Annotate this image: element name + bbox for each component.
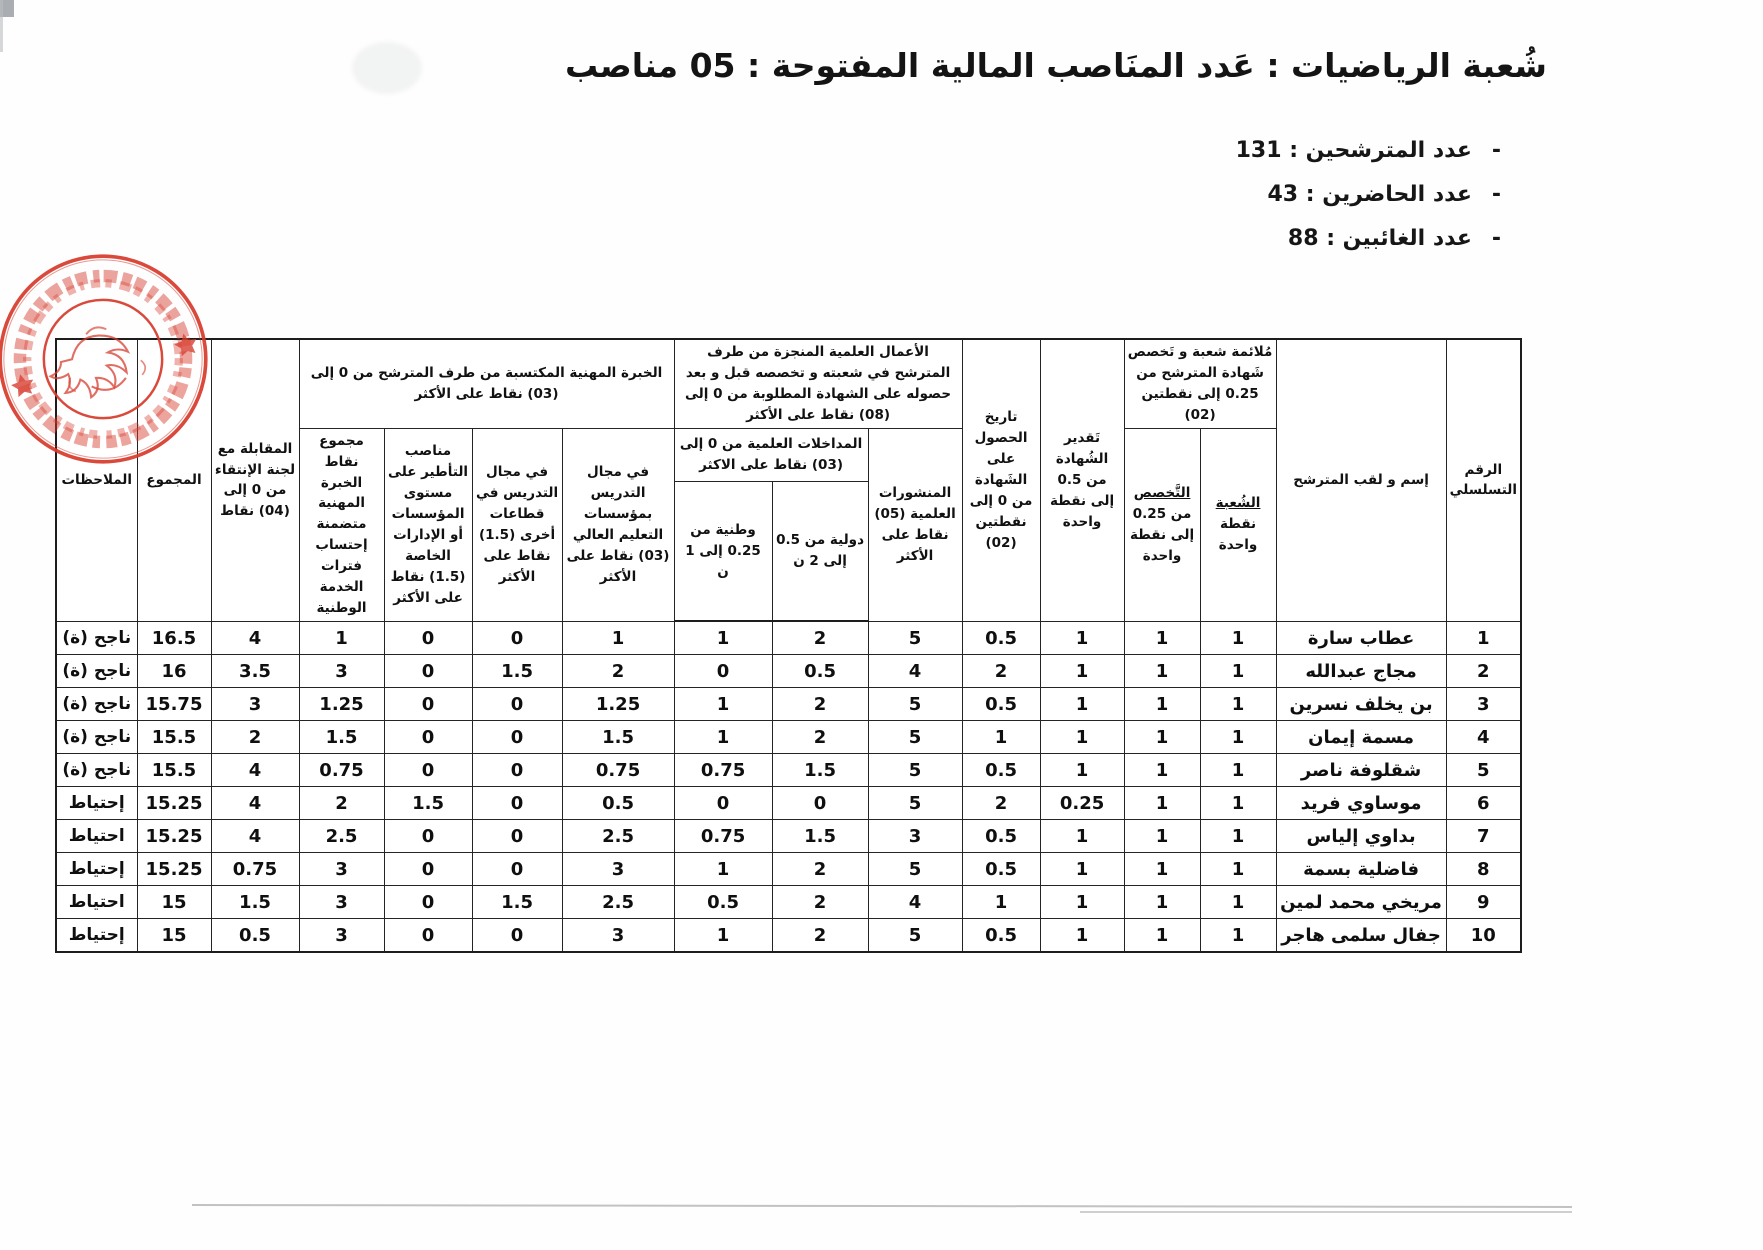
cell-international: 2 xyxy=(772,853,868,886)
cell-remarks: ناجح (ة) xyxy=(56,655,137,688)
cell-total: 15.75 xyxy=(137,688,211,721)
scan-bottom-line-2 xyxy=(1080,1211,1572,1213)
official-red-stamp xyxy=(0,250,212,468)
cell-branch: 1 xyxy=(1200,820,1276,853)
header-appraisal: تَقدير الشُهادة من 0.5 إلى نقطة واحدة xyxy=(1040,339,1124,621)
table-row xyxy=(56,787,1521,820)
cell-date: 0.5 xyxy=(962,754,1040,787)
cell-interview: 3 xyxy=(211,688,299,721)
table-row xyxy=(56,721,1521,754)
header-international: دولية من 0.5 إلى 2 ن xyxy=(772,481,868,621)
header-group-interventions: المداخلات العلمية من 0 إلى (03) نقاط على الاكثر xyxy=(674,428,868,481)
cell-serial: 3 xyxy=(1446,688,1521,721)
cell-publications: 4 xyxy=(868,886,962,919)
cell-appraisal: 1 xyxy=(1040,688,1124,721)
cell-total: 15.25 xyxy=(137,853,211,886)
header-specialty-sub: من 0.25 إلى نقطة واحدة xyxy=(1129,505,1195,564)
table-row xyxy=(56,621,1521,655)
cell-teaching_other: 0 xyxy=(472,754,562,787)
cell-branch: 1 xyxy=(1200,721,1276,754)
cell-interview: 0.75 xyxy=(211,853,299,886)
cell-appraisal: 1 xyxy=(1040,721,1124,754)
header-teaching-higher: في مجال التدريس بمؤسسات التعليم العالي (03) نقاط على الأكثر xyxy=(562,428,674,621)
cell-experience_total: 3 xyxy=(299,853,384,886)
cell-experience_total: 3 xyxy=(299,655,384,688)
cell-teaching_other: 0 xyxy=(472,721,562,754)
header-serial: الرقم التسلسلي xyxy=(1446,339,1521,621)
cell-supervision: 0 xyxy=(384,721,472,754)
cell-international: 0.5 xyxy=(772,655,868,688)
cell-international: 2 xyxy=(772,886,868,919)
cell-teaching_other: 1.5 xyxy=(472,655,562,688)
cell-teaching_other: 1.5 xyxy=(472,886,562,919)
cell-branch: 1 xyxy=(1200,754,1276,787)
cell-teaching_higher: 3 xyxy=(562,853,674,886)
header-publications: المنشورات العلمية (05) نقاط على الأكثر xyxy=(868,428,962,621)
cell-publications: 5 xyxy=(868,621,962,655)
cell-spec: 1 xyxy=(1124,886,1200,919)
cell-remarks: ناجح (ة) xyxy=(56,621,137,655)
header-group-experience: الخبرة المهنية المكتسبة من طرف المترشح من 0 إلى (03) نقاط على الأكثر xyxy=(299,339,674,428)
cell-remarks: إحتياط xyxy=(56,787,137,820)
cell-branch: 1 xyxy=(1200,919,1276,953)
cell-date: 0.5 xyxy=(962,853,1040,886)
cell-name: مسمة إيمان xyxy=(1276,721,1446,754)
cell-teaching_other: 0 xyxy=(472,621,562,655)
cell-national: 0.75 xyxy=(674,820,772,853)
cell-remarks: ناجح (ة) xyxy=(56,688,137,721)
cell-teaching_higher: 0.5 xyxy=(562,787,674,820)
header-national: وطنية من 0.25 إلى 1 ن xyxy=(674,481,772,621)
cell-interview: 3.5 xyxy=(211,655,299,688)
cell-publications: 5 xyxy=(868,787,962,820)
cell-branch: 1 xyxy=(1200,886,1276,919)
cell-national: 1 xyxy=(674,853,772,886)
cell-interview: 4 xyxy=(211,820,299,853)
cell-national: 1 xyxy=(674,688,772,721)
cell-experience_total: 3 xyxy=(299,919,384,953)
cell-national: 0.5 xyxy=(674,886,772,919)
cell-publications: 5 xyxy=(868,754,962,787)
header-date: تاريخ الحصول على الشَهادة من 0 إلى نقطتين (02) xyxy=(962,339,1040,621)
results-table-header xyxy=(56,339,1521,621)
table-row xyxy=(56,853,1521,886)
cell-supervision: 1.5 xyxy=(384,787,472,820)
cell-name: بن يخلف نسرين xyxy=(1276,688,1446,721)
cell-date: 2 xyxy=(962,787,1040,820)
cell-serial: 7 xyxy=(1446,820,1521,853)
cell-publications: 5 xyxy=(868,853,962,886)
cell-supervision: 0 xyxy=(384,853,472,886)
cell-total: 15 xyxy=(137,886,211,919)
cell-appraisal: 1 xyxy=(1040,886,1124,919)
cell-name: شقلوفة ناصر xyxy=(1276,754,1446,787)
cell-branch: 1 xyxy=(1200,688,1276,721)
table-row xyxy=(56,919,1521,953)
cell-name: مجاج عبدالله xyxy=(1276,655,1446,688)
cell-date: 1 xyxy=(962,721,1040,754)
cell-serial: 8 xyxy=(1446,853,1521,886)
cell-teaching_higher: 1.5 xyxy=(562,721,674,754)
header-branch-title: الشُعبة xyxy=(1215,495,1261,512)
scan-smudge-artifact xyxy=(352,42,422,94)
cell-name: عطاب سارة xyxy=(1276,621,1446,655)
cell-teaching_other: 0 xyxy=(472,853,562,886)
cell-supervision: 0 xyxy=(384,655,472,688)
cell-branch: 1 xyxy=(1200,655,1276,688)
cell-name: جفال سلمى هاجر xyxy=(1276,919,1446,953)
cell-teaching_higher: 1.25 xyxy=(562,688,674,721)
cell-appraisal: 1 xyxy=(1040,919,1124,953)
cell-total: 15.25 xyxy=(137,787,211,820)
cell-publications: 4 xyxy=(868,655,962,688)
cell-date: 0.5 xyxy=(962,919,1040,953)
cell-national: 1 xyxy=(674,919,772,953)
cell-serial: 1 xyxy=(1446,621,1521,655)
cell-international: 0 xyxy=(772,787,868,820)
cell-branch: 1 xyxy=(1200,621,1276,655)
bullet-dash: - xyxy=(1491,137,1501,163)
cell-teaching_higher: 2.5 xyxy=(562,886,674,919)
cell-experience_total: 0.75 xyxy=(299,754,384,787)
cell-date: 0.5 xyxy=(962,688,1040,721)
cell-supervision: 0 xyxy=(384,820,472,853)
cell-interview: 1.5 xyxy=(211,886,299,919)
cell-interview: 0.5 xyxy=(211,919,299,953)
cell-experience_total: 2 xyxy=(299,787,384,820)
cell-teaching_other: 0 xyxy=(472,787,562,820)
cell-remarks: احتياط xyxy=(56,886,137,919)
cell-experience_total: 1.5 xyxy=(299,721,384,754)
table-row xyxy=(56,820,1521,853)
results-table xyxy=(55,338,1522,953)
cell-serial: 5 xyxy=(1446,754,1521,787)
header-specialty xyxy=(1124,428,1200,621)
cell-total: 16.5 xyxy=(137,621,211,655)
header-group-scientific-works: الأعمال العلمية المنجزة من طرف المترشح في شعبته و تخصصه قبل و بعد حصوله على الشهادة المطلوبة من 0 إلى (08) نقاط على الأكثر xyxy=(674,339,962,428)
header-branch xyxy=(1200,428,1276,621)
cell-appraisal: 1 xyxy=(1040,853,1124,886)
cell-experience_total: 2.5 xyxy=(299,820,384,853)
cell-teaching_higher: 1 xyxy=(562,621,674,655)
cell-international: 2 xyxy=(772,919,868,953)
header-teaching-other: في مجال التدريس في قطاعات أخرى (1.5) نقاط على الأكثر xyxy=(472,428,562,621)
scan-edge-artifact xyxy=(0,0,3,52)
cell-spec: 1 xyxy=(1124,919,1200,953)
cell-remarks: إحتياط xyxy=(56,853,137,886)
bullet-dash: - xyxy=(1491,181,1501,207)
cell-spec: 1 xyxy=(1124,688,1200,721)
cell-name: فاضلية بسمة xyxy=(1276,853,1446,886)
header-experience-total: مجموع نقاط الخبرة المهنية متضمنة إحتساب فترات الخدمة الوطنية xyxy=(299,428,384,621)
count-absent xyxy=(1236,216,1501,260)
cell-remarks: إحتياط xyxy=(56,919,137,953)
cell-branch: 1 xyxy=(1200,787,1276,820)
header-remarks: الملاحظات xyxy=(56,339,137,621)
candidate-counts xyxy=(1236,128,1501,260)
cell-national: 0 xyxy=(674,655,772,688)
count-present-label: عدد الحاضرين : 43 xyxy=(1267,181,1472,207)
cell-supervision: 0 xyxy=(384,621,472,655)
cell-teaching_higher: 2.5 xyxy=(562,820,674,853)
header-supervision: مناصب التأطير على مستوى المؤسسات أو الإدارات الخاصة (1.5) نقاط على الأكثر xyxy=(384,428,472,621)
cell-serial: 10 xyxy=(1446,919,1521,953)
cell-international: 2 xyxy=(772,688,868,721)
cell-national: 0 xyxy=(674,787,772,820)
cell-date: 1 xyxy=(962,886,1040,919)
cell-teaching_higher: 0.75 xyxy=(562,754,674,787)
cell-date: 2 xyxy=(962,655,1040,688)
cell-serial: 6 xyxy=(1446,787,1521,820)
cell-experience_total: 1 xyxy=(299,621,384,655)
table-row xyxy=(56,754,1521,787)
cell-national: 1 xyxy=(674,621,772,655)
cell-interview: 4 xyxy=(211,787,299,820)
cell-spec: 1 xyxy=(1124,655,1200,688)
cell-publications: 5 xyxy=(868,688,962,721)
header-branch-sub: نقطة واحدة xyxy=(1218,516,1258,554)
cell-spec: 1 xyxy=(1124,721,1200,754)
cell-supervision: 0 xyxy=(384,919,472,953)
header-specialty-title: التَّخصص xyxy=(1133,484,1191,501)
cell-supervision: 0 xyxy=(384,886,472,919)
cell-appraisal: 0.25 xyxy=(1040,787,1124,820)
cell-total: 15.5 xyxy=(137,754,211,787)
page-title: شُعبة الرياضيات : عَدد المنَاصب المالية المفتوحة : 05 مناصب xyxy=(564,46,1547,85)
cell-teaching_higher: 2 xyxy=(562,655,674,688)
cell-spec: 1 xyxy=(1124,853,1200,886)
cell-total: 15 xyxy=(137,919,211,953)
header-name: إسم و لقب المترشح xyxy=(1276,339,1446,621)
cell-national: 0.75 xyxy=(674,754,772,787)
cell-remarks: ناجح (ة) xyxy=(56,754,137,787)
cell-teaching_higher: 3 xyxy=(562,919,674,953)
header-group-relevance: مُلائمة شعبة و تَخصص شَهادة المترشح من 0.25 إلى نقطتين (02) xyxy=(1124,339,1276,428)
count-candidates-label: عدد المترشحين : 131 xyxy=(1235,137,1472,163)
cell-international: 1.5 xyxy=(772,820,868,853)
table-row xyxy=(56,886,1521,919)
cell-experience_total: 3 xyxy=(299,886,384,919)
cell-teaching_other: 0 xyxy=(472,688,562,721)
cell-supervision: 0 xyxy=(384,688,472,721)
cell-supervision: 0 xyxy=(384,754,472,787)
cell-international: 1.5 xyxy=(772,754,868,787)
cell-serial: 2 xyxy=(1446,655,1521,688)
cell-total: 15.5 xyxy=(137,721,211,754)
cell-national: 1 xyxy=(674,721,772,754)
cell-total: 15.25 xyxy=(137,820,211,853)
bullet-dash: - xyxy=(1491,225,1501,251)
cell-publications: 5 xyxy=(868,721,962,754)
cell-publications: 5 xyxy=(868,919,962,953)
cell-total: 16 xyxy=(137,655,211,688)
cell-interview: 2 xyxy=(211,721,299,754)
cell-name: مريخي محمد لمين xyxy=(1276,886,1446,919)
cell-spec: 1 xyxy=(1124,621,1200,655)
cell-serial: 4 xyxy=(1446,721,1521,754)
cell-date: 0.5 xyxy=(962,820,1040,853)
cell-appraisal: 1 xyxy=(1040,655,1124,688)
cell-branch: 1 xyxy=(1200,853,1276,886)
count-candidates xyxy=(1236,128,1501,172)
cell-appraisal: 1 xyxy=(1040,820,1124,853)
cell-name: موساوي فريد xyxy=(1276,787,1446,820)
cell-appraisal: 1 xyxy=(1040,621,1124,655)
cell-spec: 1 xyxy=(1124,754,1200,787)
scan-bottom-line xyxy=(192,1204,1572,1208)
table-row xyxy=(56,688,1521,721)
cell-teaching_other: 0 xyxy=(472,919,562,953)
cell-interview: 4 xyxy=(211,754,299,787)
cell-serial: 9 xyxy=(1446,886,1521,919)
cell-appraisal: 1 xyxy=(1040,754,1124,787)
cell-interview: 4 xyxy=(211,621,299,655)
cell-spec: 1 xyxy=(1124,820,1200,853)
cell-date: 0.5 xyxy=(962,621,1040,655)
cell-name: بداوي إلياس xyxy=(1276,820,1446,853)
cell-spec: 1 xyxy=(1124,787,1200,820)
cell-international: 2 xyxy=(772,621,868,655)
header-total: المجموع xyxy=(137,339,211,621)
cell-experience_total: 1.25 xyxy=(299,688,384,721)
table-row xyxy=(56,655,1521,688)
cell-remarks: احتياط xyxy=(56,820,137,853)
cell-international: 2 xyxy=(772,721,868,754)
cell-publications: 3 xyxy=(868,820,962,853)
count-present xyxy=(1236,172,1501,216)
cell-teaching_other: 0 xyxy=(472,820,562,853)
header-interview: المقابلة مع لجنة الإنتقاء من 0 إلى (04) نقاط xyxy=(211,339,299,621)
count-absent-label: عدد الغائبين : 88 xyxy=(1287,225,1472,251)
results-table-body xyxy=(56,621,1521,952)
cell-remarks: ناجح (ة) xyxy=(56,721,137,754)
